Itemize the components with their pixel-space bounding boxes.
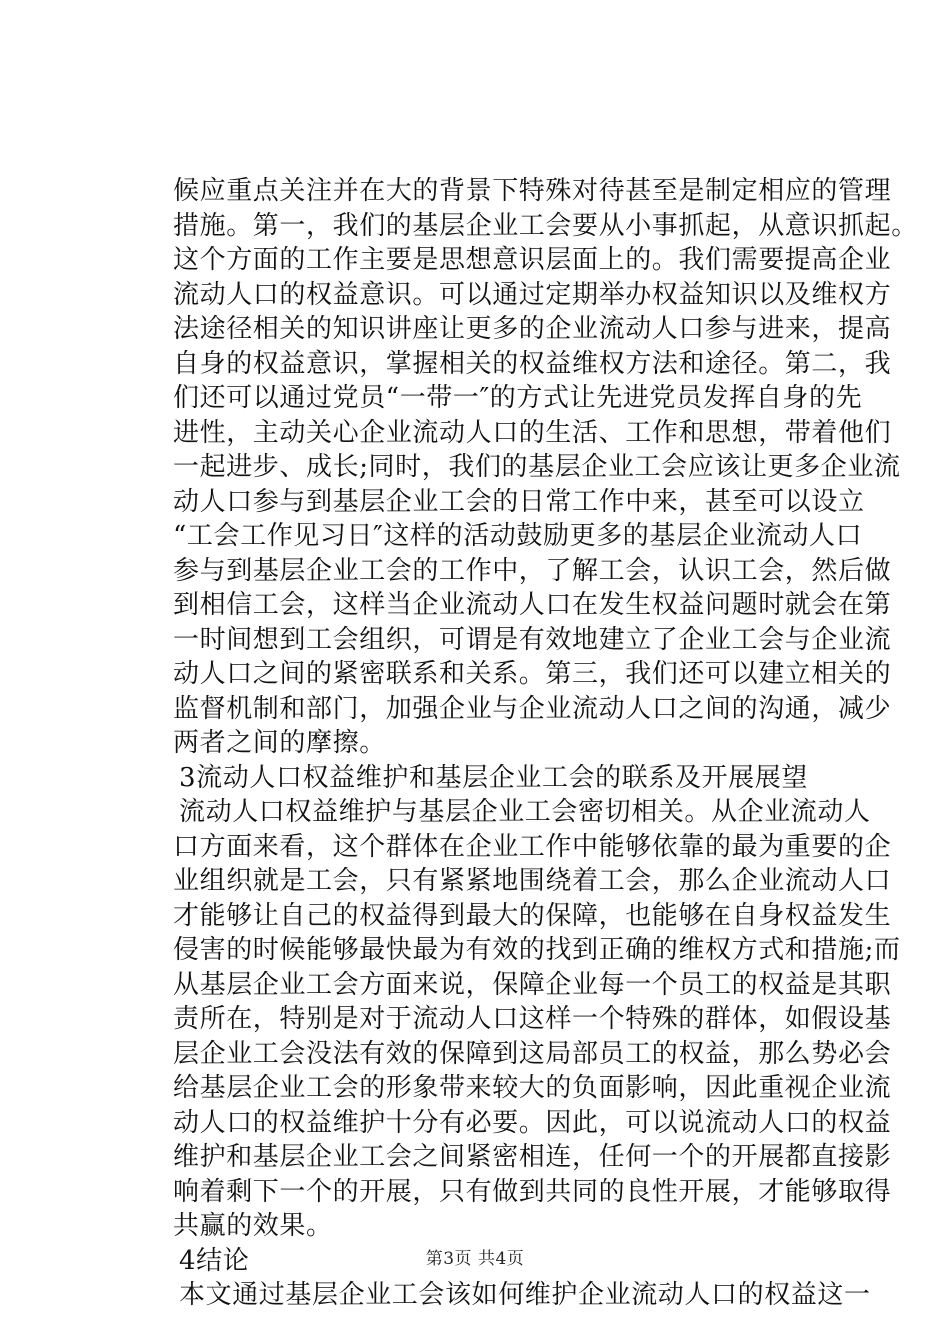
- text-line: 从基层企业工会方面来说，保障企业每一个员工的权益是其职: [173, 969, 892, 1000]
- text-line: 共赢的效果。: [173, 1211, 333, 1241]
- text-line: 本文通过基层企业工会该如何维护企业流动人口的权益这一: [179, 1280, 871, 1310]
- text-line: 动人口之间的紧密联系和关系。第三，我们还可以建立相关的: [173, 659, 892, 689]
- text-line: 参与到基层企业工会的工作中，了解工会，认识工会，然后做: [173, 555, 892, 586]
- section-4-heading: 4结论: [179, 1245, 250, 1276]
- text-line: 监督机制和部门，加强企业与企业流动人口之间的沟通，减少: [173, 693, 892, 724]
- text-line: 动人口的权益维护十分有必要。因此，可以说流动人口的权益: [173, 1107, 892, 1138]
- text-line: 进性，主动关心企业流动人口的生活、工作和思想，带着他们: [173, 417, 892, 448]
- text-line: 自身的权益意识，掌握相关的权益维权方法和途径。第二，我: [173, 348, 892, 379]
- text-line: 这个方面的工作主要是思想意识层面上的。我们需要提高企业: [173, 245, 892, 275]
- text-line: 动人口参与到基层企业工会的日常工作中来，甚至可以设立: [173, 486, 865, 517]
- text-line: 响着剩下一个的开展，只有做到共同的良性开展，才能够取得: [173, 1176, 892, 1207]
- text-line: 们还可以通过党员“一带一″的方式让先进党员发挥自身的先: [173, 383, 863, 413]
- document-body: [173, 174, 918, 1313]
- text-line: 流动人口的权益意识。可以通过定期举办权益知识以及维权方: [173, 279, 892, 310]
- page-number-label: 第3页 共4页: [425, 1249, 525, 1269]
- text-line: 一时间想到工会组织，可谓是有效地建立了企业工会与企业流: [173, 624, 892, 655]
- text-line: 法途径相关的知识讲座让更多的企业流动人口参与进来，提高: [173, 314, 892, 344]
- paragraph-continuation: [173, 174, 918, 761]
- text-line: 候应重点关注并在大的背景下特殊对待甚至是制定相应的管理: [173, 176, 892, 206]
- text-line: 措施。第一，我们的基层企业工会要从小事抓起，从意识抓起。: [173, 210, 918, 241]
- text-line: 到相信工会，这样当企业流动人口在发生权益问题时就会在第: [173, 590, 892, 620]
- text-line: 才能够让自己的权益得到最大的保障，也能够在自身权益发生: [173, 900, 892, 931]
- text-line: 维护和基层企业工会之间紧密相连，任何一个的开展都直接影: [173, 1142, 892, 1172]
- text-line: 两者之间的摩擦。: [173, 728, 386, 758]
- section-4-paragraph: [173, 1278, 871, 1313]
- text-line: 侵害的时候能够最快最为有效的找到正确的维权方式和措施;而: [173, 935, 901, 965]
- text-line: 业组织就是工会，只有紧紧地围绕着工会，那么企业流动人口: [173, 866, 892, 896]
- section-3-heading: 3流动人口权益维护和基层企业工会的联系及开展展望: [179, 762, 808, 793]
- text-line: 一起进步、成长;同时，我们的基层企业工会应该让更多企业流: [173, 452, 901, 482]
- text-line: 责所在，特别是对于流动人口这样一个特殊的群体，如假设基: [173, 1004, 892, 1034]
- text-line: 口方面来看，这个群体在企业工作中能够依靠的最为重要的企: [173, 831, 892, 862]
- text-line: “工会工作见习日″这样的活动鼓励更多的基层企业流动人口: [173, 521, 863, 551]
- page-footer: [0, 1244, 950, 1269]
- text-line: 流动人口权益维护与基层企业工会密切相关。从企业流动人: [179, 797, 871, 827]
- text-line: 给基层企业工会的形象带来较大的负面影响，因此重视企业流: [173, 1073, 892, 1103]
- text-line: 层企业工会没法有效的保障到这局部员工的权益，那么势必会: [173, 1038, 892, 1069]
- section-3-paragraph: [173, 795, 901, 1244]
